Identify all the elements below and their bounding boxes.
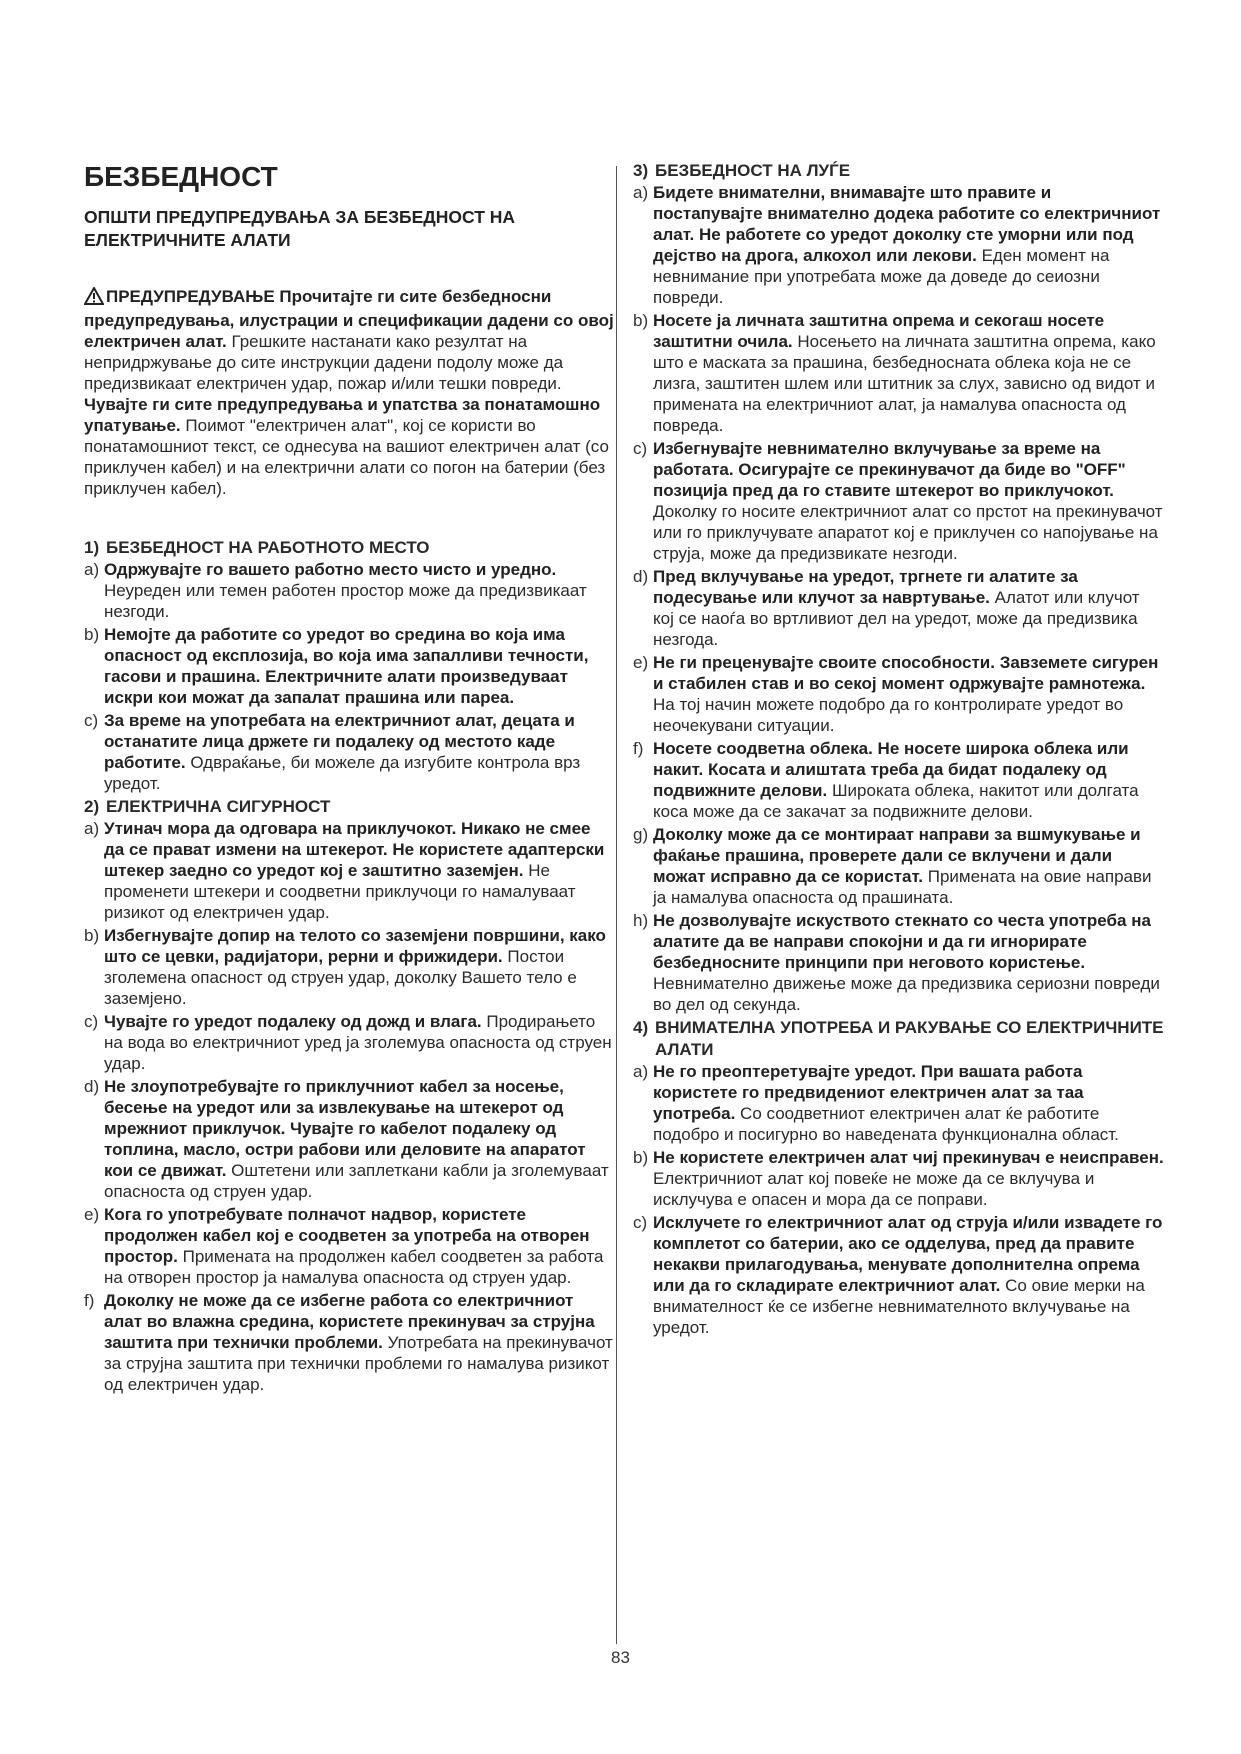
item-text: Употребата на прекинувачот за струјна заштита при технички проблеми го намалува ризикот од електричен удар.: [104, 1333, 613, 1394]
list-item: [633, 1147, 1164, 1210]
warning-text-1: Грешките настанати како резултат на непридржување до сите инструкции дадени подолу може да предизвикаат електричен удар, пожар и/или тешки повреди.: [84, 332, 564, 393]
list-item: [633, 310, 1164, 436]
item-bold-text: Не ги преценувајте своите способности. Завземете сигурен и стабилен став и во секој момент одржувајте рамнотежа.: [653, 653, 1159, 693]
item-bold-text: Чувајте го уредот подалеку од дожд и влага.: [104, 1012, 482, 1031]
section-title: БЕЗБЕДНОСТ НА ЛУЃЕ: [655, 161, 851, 180]
item-label: c): [84, 711, 99, 730]
list-item: [84, 710, 615, 794]
item-label: c): [84, 1012, 99, 1031]
item-text: Одвраќање, би можеле да изгубите контрола врз уредот.: [104, 753, 581, 793]
section-number: 2): [84, 797, 100, 816]
item-label: b): [633, 311, 649, 330]
item-bold-text: Не злоупотребувајте го приклучниот кабел за носење, бесење на уредот или за извлекување на штекерот од мрежниот приклучок. Чувајте го кабелот подалеку од топлина, масло, остри рабови или деловите на апаратот кои се движат.: [104, 1077, 586, 1180]
item-bold-text: Носете соодветна облека. Не носете широка облека или накит. Косата и алиштата треба да бидат подалеку од подвижните делови.: [653, 739, 1129, 800]
item-text: Широката облека, накитот или долгата коса може да се закачат за подвижните делови.: [653, 781, 1139, 821]
section-1: [84, 537, 615, 794]
item-label: a): [84, 819, 100, 838]
item-bold-text: Носете ја личната заштитна опрема и секогаш носете заштитни очила.: [653, 311, 1105, 351]
item-label: c): [633, 439, 648, 458]
warning-triangle-icon: [84, 287, 104, 310]
list-item: [633, 438, 1164, 564]
item-bold-text: Избегнувајте допир на телото со заземјени површини, како што се цевки, радијатори, рерни и фрижидери.: [104, 926, 606, 966]
item-label: a): [84, 560, 100, 579]
item-text: Алатот или клучот кој се наоѓа во вртливиот дел на уредот, може да предизвика незгода.: [653, 588, 1140, 649]
item-label: e): [84, 1205, 100, 1224]
section-heading: [633, 160, 1164, 182]
section-title: БЕЗБЕДНОСТ НА РАБОТНОТО МЕСТО: [106, 538, 430, 557]
list-item: [84, 1290, 615, 1395]
item-bold-text: Избегнувајте невнимателно вклучување за време на работата. Осигурајте се прекинувачот да биде во "OFF" позиција пред да го ставите штекерот во приклучокот.: [653, 439, 1126, 500]
item-text: Со соодветниот електричен алат ќе работите подобро и посигурно во наведената функционална област.: [653, 1104, 1119, 1144]
item-text: Со овие мерки на внимателност ќе се избегне невнимателното вклучување на уредот.: [653, 1276, 1145, 1337]
list-item: [633, 652, 1164, 736]
item-label: c): [633, 1213, 648, 1232]
item-text: Еден момент на невнимание при употребата може да доведе до сеиозни повреди.: [653, 246, 1110, 307]
item-bold-text: Не дозволувајте искуството стекнато со честа употреба на алатите да ве направи спокојни и да ги игнорирате безбедносните принципи при неговото користење.: [653, 911, 1151, 972]
section-title: ВНИМАТЕЛНА УПОТРЕБА И РАКУВАЊЕ СО ЕЛЕКТРИЧНИТЕ АЛАТИ: [655, 1018, 1164, 1059]
item-label: b): [84, 926, 100, 945]
list-item: [84, 1076, 615, 1202]
item-bold-text: Пред вклучување на уредот, тргнете ги алатите за подесување или клучот за навртување.: [653, 567, 1078, 607]
item-text: Продирањето на вода во електричниот уред ја зголемува опасноста од струен удар.: [104, 1012, 612, 1073]
item-bold-text: За време на употребата на електричниот алат, децата и останатите лица држете ги подалеку од местото каде работите.: [104, 711, 575, 772]
section-number: 1): [84, 538, 100, 557]
item-text: Доколку го носите електричниот алат со прстот на прекинувачот или го приклучувате апаратот кој е приклучен со напојување на струја, може да предизвикате незгоди.: [653, 502, 1163, 563]
section-title: ЕЛЕКТРИЧНА СИГУРНОСТ: [106, 797, 331, 816]
section-number: 4): [633, 1018, 649, 1037]
item-text: Неуреден или темен работен простор може да предизвикаат незгоди.: [104, 581, 587, 621]
item-label: a): [633, 183, 649, 202]
item-bold-text: Кога го употребувате полначот надвор, користете продолжен кабел кој е соодветен за употреба на отворен простор.: [104, 1205, 590, 1266]
list-item: [84, 1204, 615, 1288]
item-label: h): [633, 911, 649, 930]
subtitle: ОПШТИ ПРЕДУПРЕДУВАЊА ЗА БЕЗБЕДНОСТ НА ЕЛЕКТРИЧНИТЕ АЛАТИ: [84, 207, 516, 250]
column-divider: [616, 166, 617, 1644]
list-item: [84, 818, 615, 923]
section-heading: [633, 1017, 1164, 1061]
left-column: [84, 160, 615, 1397]
item-bold-text: Одржувајте го вашето работно место чисто и уредно.: [104, 560, 557, 579]
list-item: [633, 910, 1164, 1015]
section-number: 3): [633, 161, 649, 180]
item-bold-text: Не користете електричен алат чиј прекинувач е неисправен.: [653, 1148, 1164, 1167]
item-text: Примената на овие направи ја намалува опасноста од прашината.: [653, 867, 1152, 907]
list-item: [84, 1011, 615, 1074]
item-bold-text: Доколку не може да се избегне работа со електричниот алат во влажна средина, користете прекинувач за струјна заштита при технички проблеми.: [104, 1291, 595, 1352]
right-column: [633, 160, 1164, 1340]
item-label: b): [84, 625, 100, 644]
item-text: На тој начин можете подобро да го контролирате уредот во неочекувани ситуации.: [653, 695, 1124, 735]
list-item: [633, 182, 1164, 308]
item-bold-text: Доколку може да се монтираат направи за вшмукување и фаќање прашина, проверете дали се вклучени и дали можат исправно да се користат.: [653, 825, 1141, 886]
section-3: [633, 160, 1164, 1015]
item-text: Примената на продолжен кабел соодветен за работа на отворен простор ја намалува опасноста од струен удар.: [104, 1247, 604, 1287]
page-title: БЕЗБЕДНОСТ: [84, 161, 278, 192]
page-number: 83: [611, 1648, 630, 1667]
section-heading: [84, 796, 615, 818]
warning-text-2: Поимот "електричен алат", кој се користи во понатамошниот текст, се однесува на вашиот електричен алат (со приклучен кабел) и на електрични алати со погон на батерии (без приклучен кабел).: [84, 416, 609, 498]
list-item: [633, 824, 1164, 908]
list-item: [633, 738, 1164, 822]
section-4: [633, 1017, 1164, 1338]
item-text: Невнимателно движење може да предизвика сериозни повреди во дел од секунда.: [653, 974, 1160, 1014]
section-heading: [84, 537, 615, 559]
item-label: d): [84, 1077, 100, 1096]
section-2: [84, 796, 615, 1395]
item-text: Електричниот алат кој повеќе не може да се вклучува и исклучува е опасен и мора да се поправи.: [653, 1169, 1095, 1209]
item-label: d): [633, 567, 649, 586]
item-bold-text: Бидете внимателни, внимавајте што правите и постапувајте внимателно додека работите со електричниот алат. Не работете со уредот доколку сте уморни или под дејство на дрога, алкохол или лекови.: [653, 183, 1161, 265]
item-label: g): [633, 825, 649, 844]
item-label: b): [633, 1148, 649, 1167]
item-bold-text: Утинач мора да одговара на приклучокот. Никако не смее да се прават измени на штекерот. Не користете адаптерски штекер заедно со уредот кој е заштитно заземјен.: [104, 819, 605, 880]
item-bold-text: Немојте да работите со уредот во средина во која има опасност од експлозија, во која има запалливи течности, гасови и прашина. Електричните алати произведуваат искри кои можат да запалат прашина или пареа.: [104, 625, 589, 707]
warning-bold-intro: ПРЕДУПРЕДУВАЊЕ Прочитајте ги сите безбедносни предупредувања, илустрации и спецификации дадени со овој електричен алат.: [84, 287, 614, 351]
list-item: [84, 925, 615, 1009]
list-item: [633, 566, 1164, 650]
item-text: Постои зголемена опасност од струен удар, доколку Вашето тело е заземјено.: [104, 947, 577, 1008]
warning-bold-2: Чувајте ги сите предупредувања и упатства за понатамошно упатување.: [84, 395, 601, 435]
item-label: e): [633, 653, 649, 672]
item-text: Не променети штекери и соодветни приклучоци го намалуваат ризикот од електричен удар.: [104, 861, 576, 922]
item-text: Носењето на личната заштитна опрема, како што е маската за прашина, безбедносната облека која не се лизга, заштитен шлем или штитник за слух, зависно од видот и примената на електричниот алат, ја намалува опасноста од повреда.: [653, 332, 1156, 435]
list-item: [633, 1061, 1164, 1145]
list-item: [84, 559, 615, 622]
item-label: f): [84, 1291, 95, 1310]
warning-paragraph: [84, 286, 615, 499]
item-label: f): [633, 739, 644, 758]
list-item: [84, 624, 615, 708]
item-bold-text: Исклучете го електричниот алат од струја и/или извадете го комплетот со батерии, ако се одделува, пред да правите некакви прилагодувања, менувате дополнителна опрема или да го складирате електричниот алат.: [653, 1213, 1163, 1295]
item-text: Оштетени или заплеткани кабли ја зголемуваат опасноста од струен удар.: [104, 1161, 609, 1201]
item-label: a): [633, 1062, 649, 1081]
list-item: [633, 1212, 1164, 1338]
item-bold-text: Не го преоптеретувајте уредот. При вашата работа користете го предвидениот електричен алат за таа употреба.: [653, 1062, 1084, 1123]
